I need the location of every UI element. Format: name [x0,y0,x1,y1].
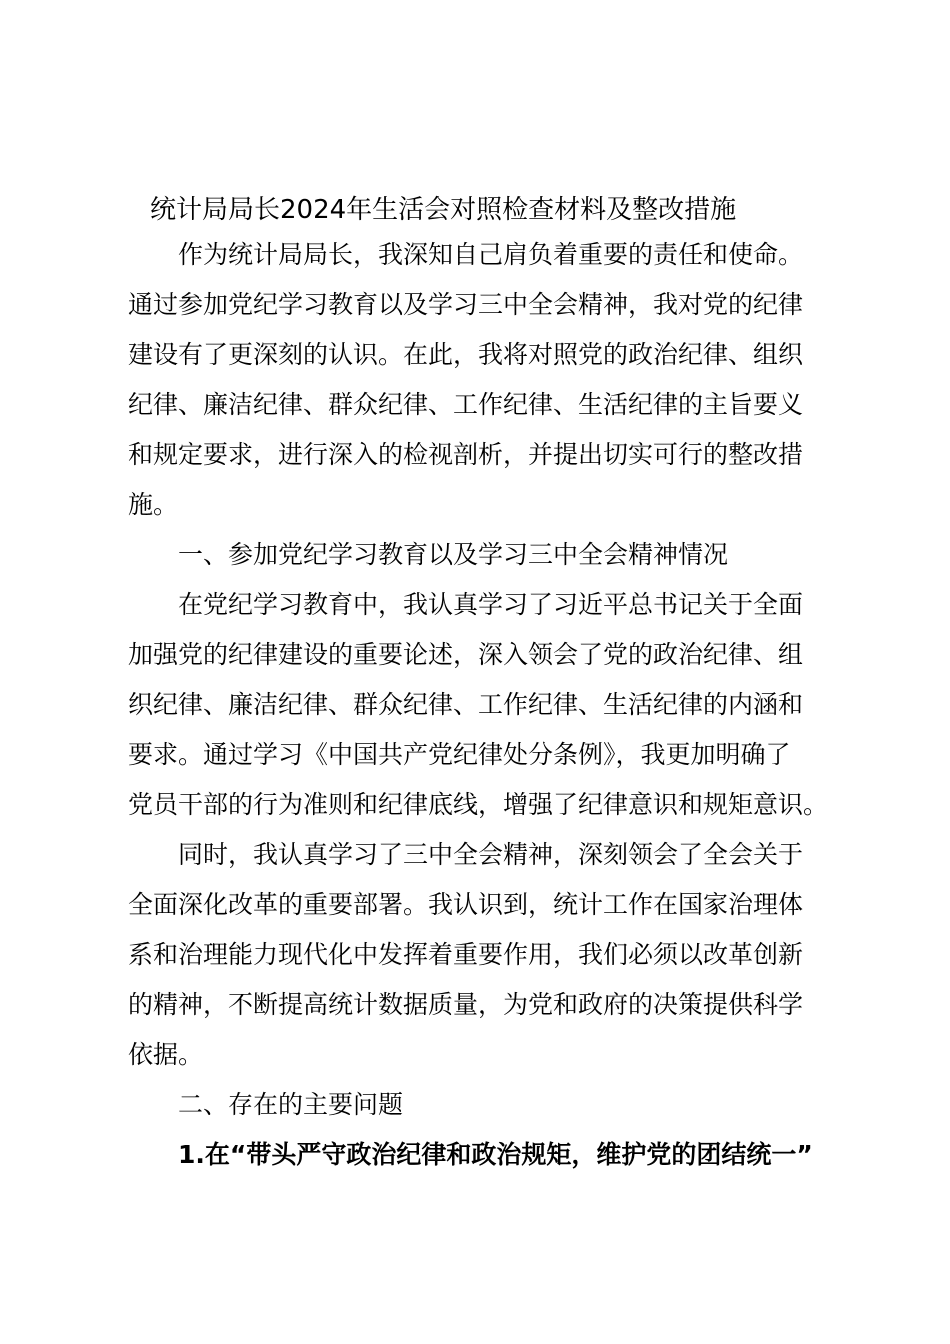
paragraph-line: 党员干部的行为准则和纪律底线，增强了纪律意识和规矩意识。 [128,790,829,819]
paragraph-line: 施。 [128,490,179,519]
paragraph-line: 在党纪学习教育中，我认真学习了习近平总书记关于全面 [178,590,804,619]
paragraph-line: 要求。通过学习《中国共产党纪律处分条例》，我更加明确了 [128,740,791,769]
paragraph-line: 加强党的纪律建设的重要论述，深入领会了党的政治纪律、组 [128,640,804,669]
paragraph-line: 纪律、廉洁纪律、群众纪律、工作纪律、生活纪律的主旨要义 [128,390,804,419]
paragraph-line: 和规定要求，进行深入的检视剖析，并提出切实可行的整改措 [128,440,804,469]
paragraph-line: 系和治理能力现代化中发挥着重要作用，我们必须以改革创新 [128,940,804,969]
paragraph-line: 依据。 [128,1040,204,1069]
document-title: 统计局局长2024年生活会对照检查材料及整改措施 [150,195,737,225]
paragraph-line: 通过参加党纪学习教育以及学习三中全会精神，我对党的纪律 [128,290,804,319]
section-heading: 二、存在的主要问题 [178,1090,404,1119]
paragraph-line: 同时，我认真学习了三中全会精神，深刻领会了全会关于 [178,840,804,869]
paragraph-line: 的精神，不断提高统计数据质量，为党和政府的决策提供科学 [128,990,804,1019]
section-heading: 一、参加党纪学习教育以及学习三中全会精神情况 [178,540,729,569]
paragraph-line: 全面深化改革的重要部署。我认识到，统计工作在国家治理体 [128,890,804,919]
subsection-heading: 1.在“带头严守政治纪律和政治规矩，维护党的团结统一” [178,1140,813,1169]
paragraph-line: 作为统计局局长，我深知自己肩负着重要的责任和使命。 [178,240,804,269]
paragraph-line: 织纪律、廉洁纪律、群众纪律、工作纪律、生活纪律的内涵和 [128,690,804,719]
paragraph-line: 建设有了更深刻的认识。在此，我将对照党的政治纪律、组织 [128,340,804,369]
